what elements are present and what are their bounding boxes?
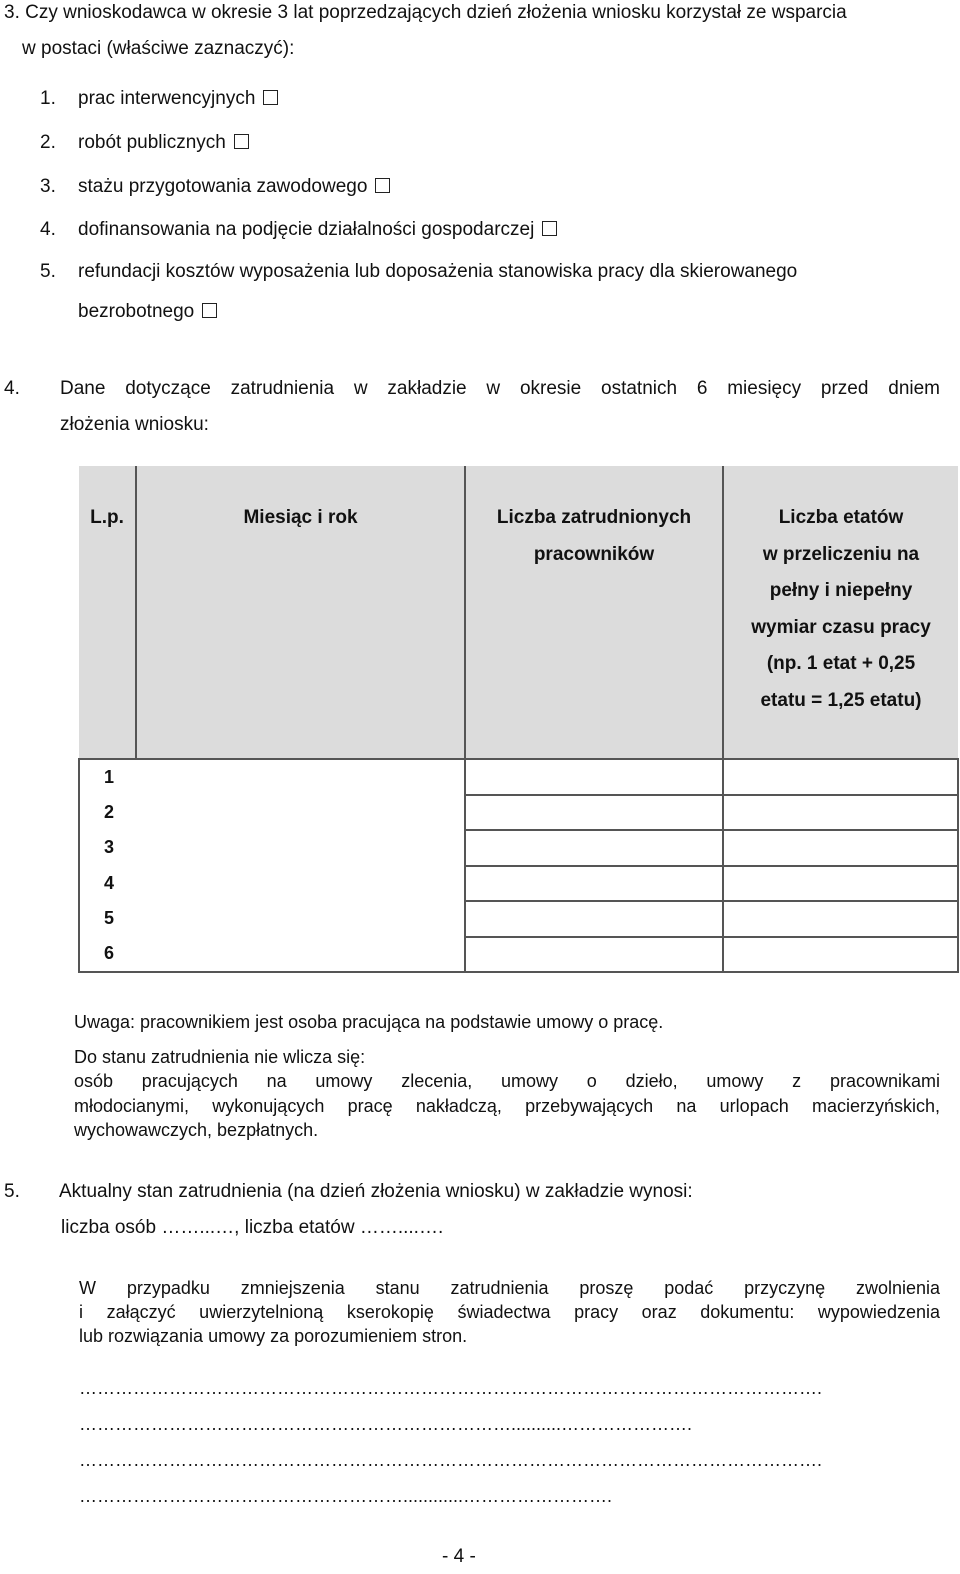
dotted-answer-line[interactable]: …………………………………………………………………………………………………………….	[79, 1378, 823, 1398]
row-number: 5	[79, 901, 465, 937]
checkbox-icon[interactable]	[542, 221, 557, 236]
dotted-answer-line[interactable]: ………………………………………………………………..........………………….	[79, 1414, 693, 1434]
table-row	[79, 937, 958, 973]
table-row	[79, 866, 958, 902]
option-number: 5.	[40, 261, 56, 282]
option-text: dofinansowania na podjęcie działalności gospodarczej	[78, 219, 535, 240]
reduction-line1: W przypadku zmniejszenia stanu zatrudnienia proszę podać przyczynę zwolnienia	[79, 1278, 940, 1298]
option-1	[40, 88, 278, 110]
row-number: 3	[79, 830, 465, 866]
reduction-line2: i załączyć uwierzytelnioną kserokopię świadectwa pracy oraz dokumentu: wypowiedzenia	[79, 1302, 940, 1322]
q5-number: 5.	[4, 1181, 20, 1202]
fte-count-cell[interactable]	[723, 830, 958, 866]
option-number: 2.	[40, 132, 56, 153]
option-text: refundacji kosztów wyposażenia lub doposażenia stanowiska pracy dla skierowanego	[78, 261, 798, 282]
q4-number: 4.	[4, 378, 20, 399]
q3-line1: 3. Czy wnioskodawca w okresie 3 lat poprzedzających dzień złożenia wniosku korzystał ze wsparcia	[4, 2, 847, 23]
q5-text: Aktualny stan zatrudnienia (na dzień złożenia wniosku) w zakładzie wynosi:	[59, 1181, 693, 1202]
header-month-year: Miesiąc i rok	[136, 466, 465, 759]
dotted-answer-line[interactable]: ………………………………………………............…………………….	[79, 1486, 613, 1506]
row-number: 6	[79, 937, 465, 973]
checkbox-icon[interactable]	[375, 178, 390, 193]
table-row	[79, 759, 958, 795]
option-3	[40, 176, 390, 198]
row-number: 1	[79, 759, 465, 795]
option-text: stażu przygotowania zawodowego	[78, 176, 368, 197]
fte-count-cell[interactable]	[723, 759, 958, 795]
option-5	[40, 261, 797, 283]
employee-count-cell[interactable]	[465, 830, 723, 866]
fte-count-cell[interactable]	[723, 866, 958, 902]
employee-count-cell[interactable]	[465, 795, 723, 831]
checkbox-icon[interactable]	[263, 90, 278, 105]
employee-count-cell[interactable]	[465, 759, 723, 795]
note-line1: Do stanu zatrudnienia nie wlicza się:	[74, 1047, 366, 1067]
header-lp: L.p.	[79, 466, 136, 759]
option-text: robót publicznych	[78, 132, 226, 153]
fte-count-cell[interactable]	[723, 901, 958, 937]
dotted-answer-line[interactable]: …………………………………………………………………………………………………………….	[79, 1450, 823, 1470]
row-number: 4	[79, 866, 465, 902]
fte-count-cell[interactable]	[723, 795, 958, 831]
option-4	[40, 219, 557, 241]
option-text: prac interwencyjnych	[78, 88, 256, 109]
note-uwaga: Uwaga: pracownikiem jest osoba pracująca na podstawie umowy o pracę.	[74, 1012, 664, 1032]
option-2	[40, 132, 249, 154]
fte-count-cell[interactable]	[723, 937, 958, 973]
checkbox-icon[interactable]	[202, 303, 217, 318]
note-line3: młodocianymi, wykonujących pracę nakładczą, przebywających na urlopach macierzyńskich,	[74, 1096, 940, 1116]
employee-count-cell[interactable]	[465, 866, 723, 902]
option-text: bezrobotnego	[78, 301, 195, 322]
table-row	[79, 901, 958, 937]
employment-table	[78, 466, 959, 973]
q4-line1: Dane dotyczące zatrudnienia w zakładzie w okresie ostatnich 6 miesięcy przed dniem	[60, 378, 940, 399]
row-number: 2	[79, 795, 465, 831]
header-fte-count: Liczba etatów w przeliczeniu na pełny i niepełny wymiar czasu pracy (np. 1 etat + 0,25 etatu = 1,25 etatu)	[723, 466, 958, 759]
note-line2: osób pracujących na umowy zlecenia, umowy o dzieło, umowy z pracownikami	[74, 1071, 940, 1091]
header-employee-count: Liczba zatrudnionych pracowników	[465, 466, 723, 759]
page-number: - 4 -	[442, 1546, 476, 1567]
note-line4: wychowawczych, bezpłatnych.	[74, 1120, 319, 1140]
table-row	[79, 795, 958, 831]
option-number: 1.	[40, 88, 56, 109]
reduction-line3: lub rozwiązania umowy za porozumieniem stron.	[79, 1326, 468, 1346]
q3-line2: w postaci (właściwe zaznaczyć):	[22, 38, 295, 59]
q5-fields: liczba osób ……...…, liczba etatów ……....….	[61, 1217, 444, 1238]
employee-count-cell[interactable]	[465, 901, 723, 937]
q4-line2: złożenia wniosku:	[60, 414, 209, 435]
employee-count-cell[interactable]	[465, 937, 723, 973]
checkbox-icon[interactable]	[234, 134, 249, 149]
table-row	[79, 830, 958, 866]
option-5-continuation	[78, 301, 217, 323]
option-number: 3.	[40, 176, 56, 197]
option-number: 4.	[40, 219, 56, 240]
